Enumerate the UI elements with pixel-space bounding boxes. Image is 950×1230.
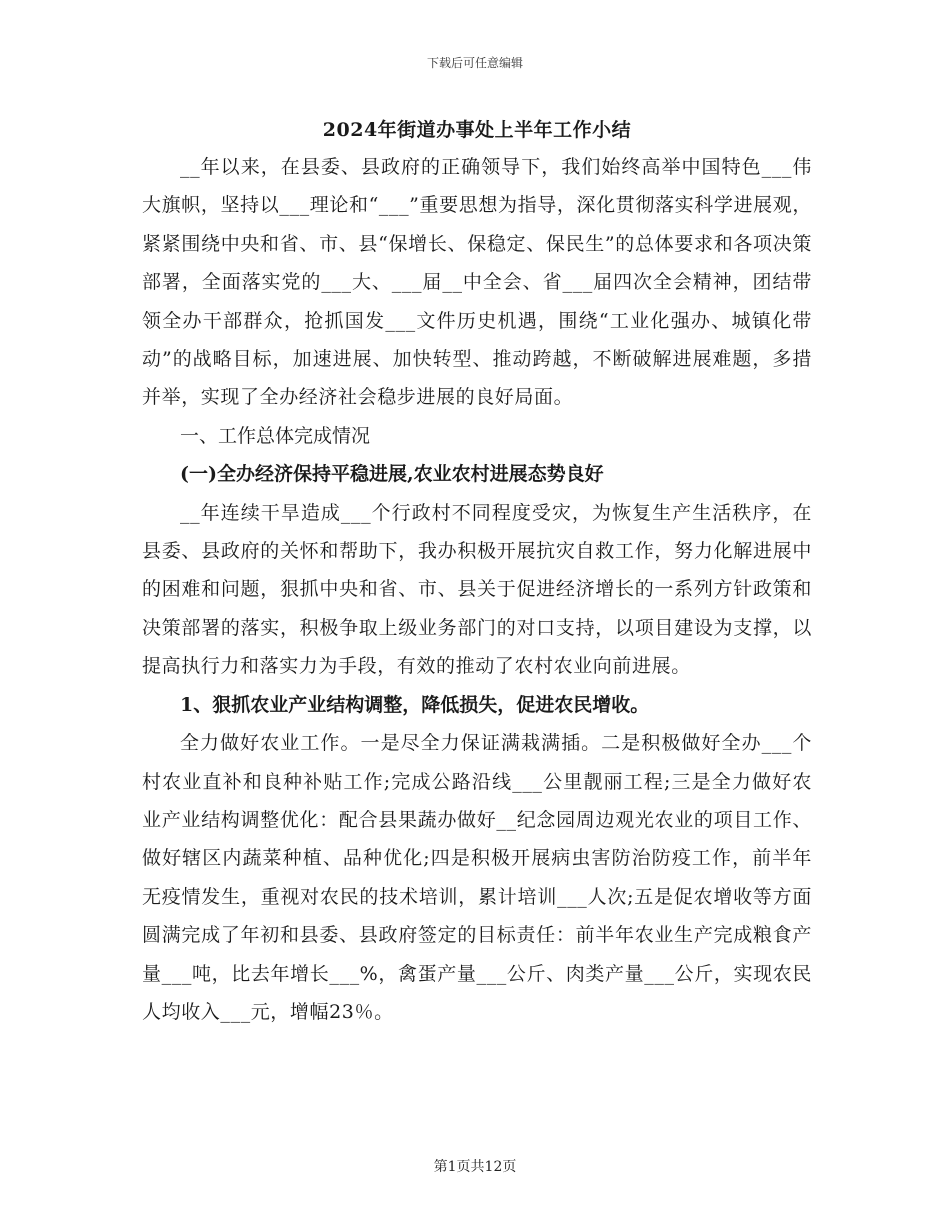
item-heading: 1、狠抓农业产业结构调整，降低损失，促进农民增收。	[180, 693, 650, 716]
page-footer: 第1页共12页	[433, 1159, 517, 1175]
document-body	[142, 112, 812, 1031]
header-note: 下载后可任意编辑	[426, 56, 523, 70]
intro-paragraph: __年以来，在县委、县政府的正确领导下，我们始终高举中国特色___伟大旗帜，坚持以___理论和“___”重要思想为指导，深化贯彻落实科学进展观，紧紧围绕中央和省、市、县“保增长、保稳定、保民生”的总体要求和各项决策部署，全面落实党的___大、___届__中全会、省___届四次全会精神，团结带领全办干部群众，抢抓国发___文件历史机遇，围绕“工业化强办、城镇化带动”的战略目标，加速进展、加快转型、推动跨越，不断破解进展难题，多措并举，实现了全办经济社会稳步进展的良好局面。	[142, 156, 812, 409]
subsection-heading: (一)全办经济保持平稳进展,农业农村进展态势良好	[180, 463, 604, 486]
section-heading: 一、工作总体完成情况	[180, 424, 371, 447]
subsection-paragraph: __年连续干旱造成___个行政村不同程度受灾，为恢复生产生活秩序，在县委、县政府的关怀和帮助下，我办积极开展抗灾自救工作，努力化解进展中的困难和问题，狠抓中央和省、市、县关于促进经济增长的一系列方针政策和决策部署的落实，积极争取上级业务部门的对口支持，以项目建设为支撑，以提高执行力和落实力为手段，有效的推动了农村农业向前进展。	[142, 501, 812, 678]
item-paragraph: 全力做好农业工作。一是尽全力保证满栽满插。二是积极做好全办___个村农业直补和良种补贴工作;完成公路沿线___公里靓丽工程;三是全力做好农业产业结构调整优化：配合县果蔬办做好__纪念园周边观光农业的项目工作、做好辖区内蔬菜种植、品种优化;四是积极开展病虫害防治防疫工作，前半年无疫情发生，重视对农民的技术培训，累计培训___人次;五是促农增收等方面圆满完成了年初和县委、县政府签定的目标责任：前半年农业生产完成粮食产量___吨，比去年增长___%，禽蛋产量___公斤、肉类产量___公斤，实现农民人均收入___元，增幅23％。	[142, 732, 812, 1023]
document-title: 2024年街道办事处上半年工作小结	[322, 119, 632, 141]
